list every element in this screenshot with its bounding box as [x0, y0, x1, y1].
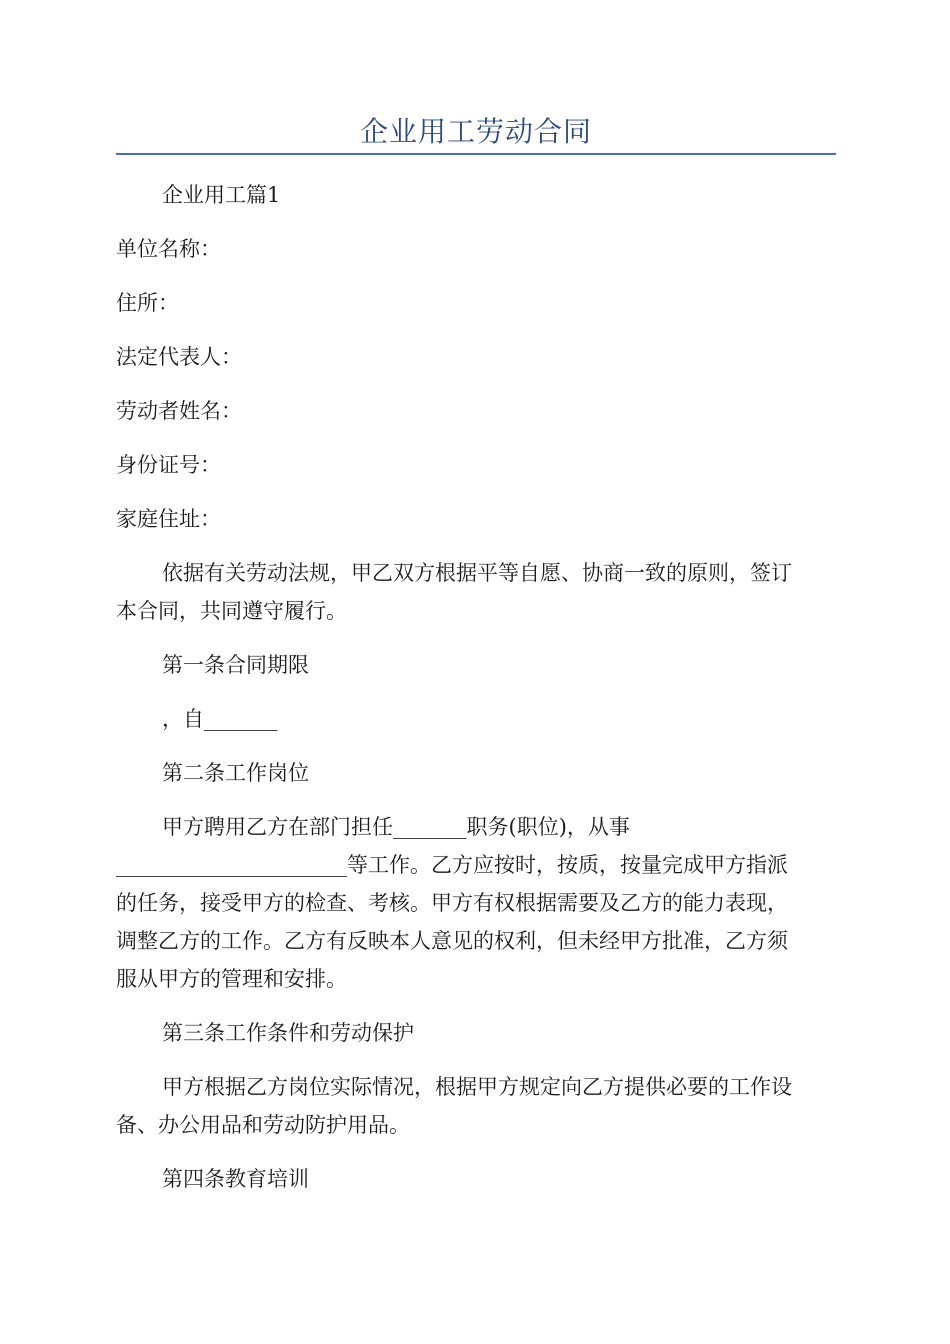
article3-line-1: 甲方根据乙方岗位实际情况，根据甲方规定向乙方提供必要的工作设	[162, 1075, 792, 1099]
section-heading: 企业用工篇1	[162, 183, 281, 207]
field-id-number: 身份证号：	[116, 453, 221, 477]
field-worker-name: 劳动者姓名：	[116, 399, 242, 423]
article2-text-b: 职务(职位)，从事	[466, 815, 630, 839]
article3-heading: 第三条工作条件和劳动保护	[162, 1021, 414, 1045]
article2-line-1	[116, 808, 836, 846]
article2-text-a: 甲方聘用乙方在部门担任	[162, 815, 393, 839]
article2-line-4: 调整乙方的工作。乙方有反映本人意见的权利，但未经甲方批准，乙方须	[116, 929, 788, 953]
article2-blank-position: _______	[393, 815, 467, 839]
article3-line-2: 备、办公用品和劳动防护用品。	[116, 1113, 410, 1137]
field-unit-name: 单位名称：	[116, 237, 221, 261]
article1-blank: _______	[204, 707, 278, 731]
intro-line-2: 本合同，共同遵守履行。	[116, 599, 347, 623]
field-home-address: 家庭住址：	[116, 507, 221, 531]
article2-line-5: 服从甲方的管理和安排。	[116, 967, 347, 991]
article1-heading: 第一条合同期限	[162, 653, 309, 677]
document-title: 企业用工劳动合同	[359, 115, 592, 148]
title-underline	[116, 153, 836, 155]
article2-blank-work: ______________________	[116, 853, 347, 877]
article2-line-2	[116, 846, 836, 884]
article1-text	[116, 700, 836, 738]
field-legal-rep: 法定代表人：	[116, 345, 242, 369]
article2-line-3: 的任务，接受甲方的检查、考核。甲方有权根据需要及乙方的能力表现，	[116, 891, 788, 915]
article1-lead: ，自	[162, 707, 204, 731]
article2-text-c: 等工作。乙方应按时，按质，按量完成甲方指派	[347, 853, 788, 877]
intro-line-1: 依据有关劳动法规，甲乙双方根据平等自愿、协商一致的原则，签订	[162, 561, 792, 585]
field-address: 住所：	[116, 291, 179, 315]
article4-heading: 第四条教育培训	[162, 1167, 309, 1191]
article2-heading: 第二条工作岗位	[162, 761, 309, 785]
